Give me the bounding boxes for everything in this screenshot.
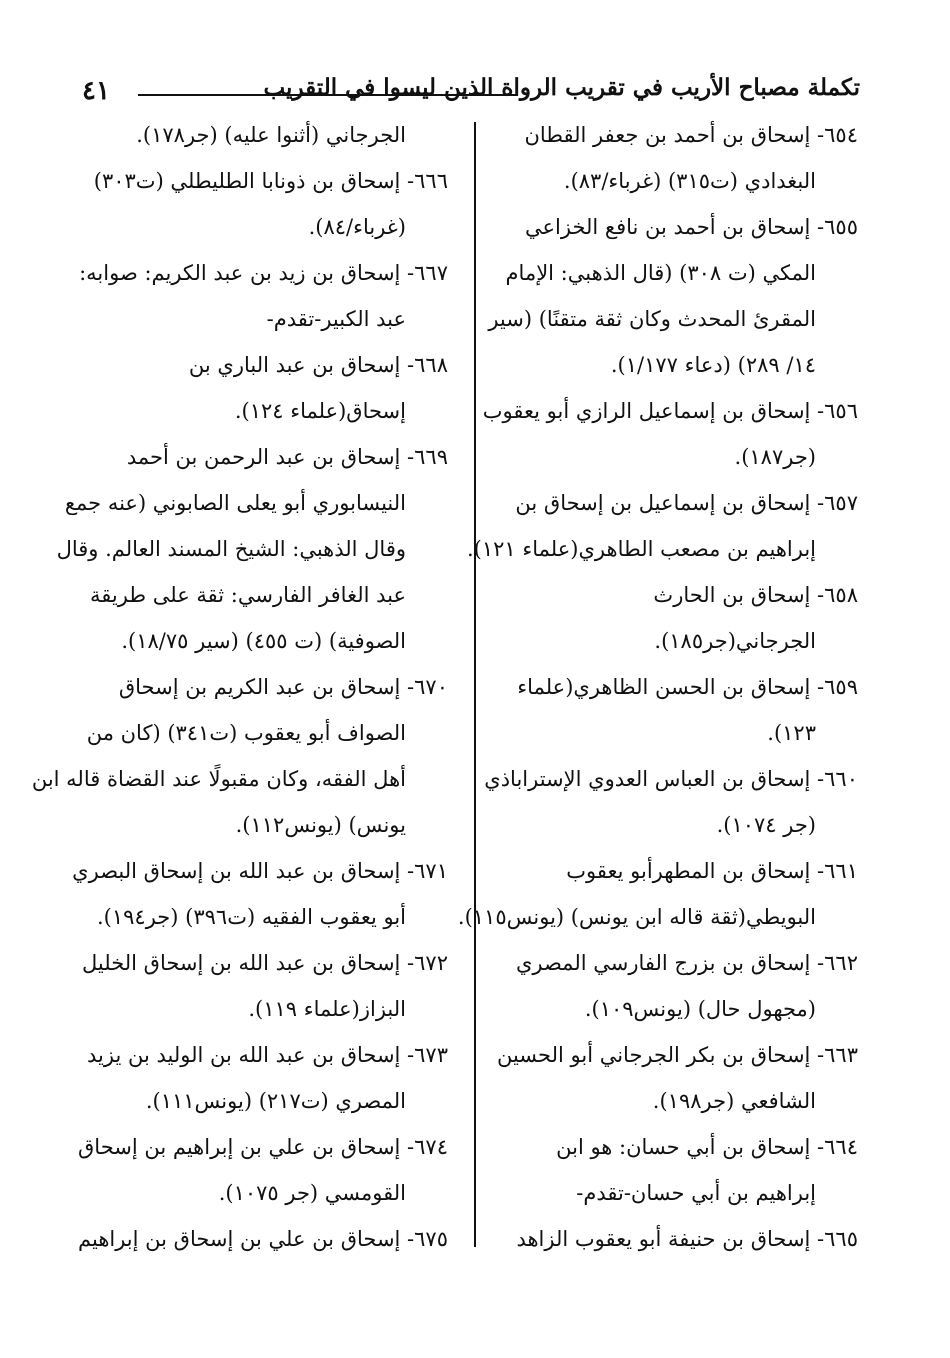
entry-line: ٦٦٧- إسحاق بن زيد بن عبد الكريم: صوابه: [79,261,448,285]
entry-continuation-line: أبو يعقوب الفقيه (ت٣٩٦) (جر١٩٤). [96,905,406,929]
entry-continuation-line: إبراهيم بن مصعب الطاهري(علماء ١٢١). [467,537,816,561]
entry-continuation-line: يونس) (يونس١١٢). [235,813,406,837]
entry-continuation-line: البزاز(علماء ١١٩). [248,997,406,1021]
right-column [457,112,858,1262]
entry-continuation-line: (جر ١٠٧٤). [716,813,816,837]
entry-continuation-line: المكي (ت ٣٠٨) (قال الذهبي: الإمام [505,261,816,285]
entry-continuation-line: المقرئ المحدث وكان ثقة متقنًا) (سير [488,307,816,331]
entry-continuation-line: الشافعي (جر١٩٨). [652,1089,816,1113]
running-title: تكملة مصباح الأريب في تقريب الرواة الذين ليسوا في التقريب [263,74,860,101]
entry-line: ٦٦٦- إسحاق بن ذونابا الطليطلي (ت٣٠٣) [93,169,448,193]
entry-continuation-line: عبد الكبير-تقدم- [266,307,406,331]
left-column [31,112,448,1262]
entry-line: ٦٥٨- إسحاق بن الحارث [653,583,858,607]
entry-line: ٦٥٦- إسحاق بن إسماعيل الرازي أبو يعقوب [482,399,858,423]
entry-line: ٦٧٤- إسحاق بن علي بن إبراهيم بن إسحاق [78,1135,448,1159]
entry-line: ٦٧٢- إسحاق بن عبد الله بن إسحاق الخليل [82,951,448,975]
entry-line: ٦٦٤- إسحاق بن أبي حسان: هو ابن [556,1135,858,1159]
entry-line: ٦٦٨- إسحاق بن عبد الباري بن [188,353,448,377]
entry-line: ٦٦٠- إسحاق بن العباس العدوي الإستراباذي [484,767,858,791]
entry-line: ٦٧٠- إسحاق بن عبد الكريم بن إسحاق [118,675,448,699]
entry-line: ٦٧٣- إسحاق بن عبد الله بن الوليد بن يزيد [87,1043,448,1067]
entry-continuation-line: الصوفية) (ت ٤٥٥) (سير ١٨/٧٥). [121,629,406,653]
entry-line: ٦٥٧- إسحاق بن إسماعيل بن إسحاق بن [515,491,858,515]
entry-line: ٦٦١- إسحاق بن المطهرأبو يعقوب [566,859,858,883]
entry-continuation-line: (مجهول حال) (يونس١٠٩). [584,997,816,1021]
entry-line: ٦٦٣- إسحاق بن بكر الجرجاني أبو الحسين [496,1043,858,1067]
entry-line: ٦٥٥- إسحاق بن أحمد بن نافع الخزاعي [524,215,858,239]
entry-line: ٦٦٥- إسحاق بن حنيفة أبو يعقوب الزاهد [516,1227,858,1251]
entry-continuation-line: أهل الفقه، وكان مقبولًا عند القضاة قاله ابن [31,767,406,791]
entry-continuation-line: إبراهيم بن أبي حسان-تقدم- [576,1181,816,1205]
entry-line: ٦٦٩- إسحاق بن عبد الرحمن بن أحمد [126,445,448,469]
entry-continuation-line: ١٢٣). [767,721,816,745]
entry-continuation-line: (جر١٨٧). [734,445,816,469]
entry-line: ٦٧٥- إسحاق بن علي بن إسحاق بن إبراهيم [78,1227,448,1251]
entry-continuation-line: البغدادي (ت٣١٥) (غرباء/٨٣). [563,169,816,193]
entry-line: ٦٦٢- إسحاق بن بزرج الفارسي المصري [515,951,858,975]
entry-continuation-line: ١٤/ ٢٨٩) (دعاء ١/١٧٧). [610,353,816,377]
entry-line: ٦٧١- إسحاق بن عبد الله بن إسحاق البصري [72,859,448,883]
entry-continuation-line: الجرجاني(جر١٨٥). [654,629,816,653]
entry-continuation-line: (غرباء/٨٤). [308,215,406,239]
page-header [70,64,860,114]
column-divider [474,122,476,1247]
entry-continuation-line: عبد الغافر الفارسي: ثقة على طريقة [90,583,406,607]
entry-continuation-line: إسحاق(علماء ١٢٤). [234,399,406,423]
page-number: ٤١ [82,76,110,106]
entry-continuation-line: البويطي(ثقة قاله ابن يونس) (يونس١١٥). [457,905,816,929]
entry-line: ٦٥٩- إسحاق بن الحسن الظاهري(علماء [517,675,858,699]
entry-continuation-line: القومسي (جر ١٠٧٥). [218,1181,406,1205]
entry-line: ٦٥٤- إسحاق بن أحمد بن جعفر القطان [524,123,858,147]
entry-continuation-line: الجرجاني (أثنوا عليه) (جر١٧٨). [136,123,406,147]
entry-continuation-line: الصواف أبو يعقوب (ت٣٤١) (كان من [86,721,406,745]
entry-continuation-line: النيسابوري أبو يعلى الصابوني (عنه جمع [64,491,406,515]
entry-continuation-line: المصري (ت٢١٧) (يونس١١١). [145,1089,406,1113]
entry-continuation-line: وقال الذهبي: الشيخ المسند العالم. وقال [56,537,406,561]
